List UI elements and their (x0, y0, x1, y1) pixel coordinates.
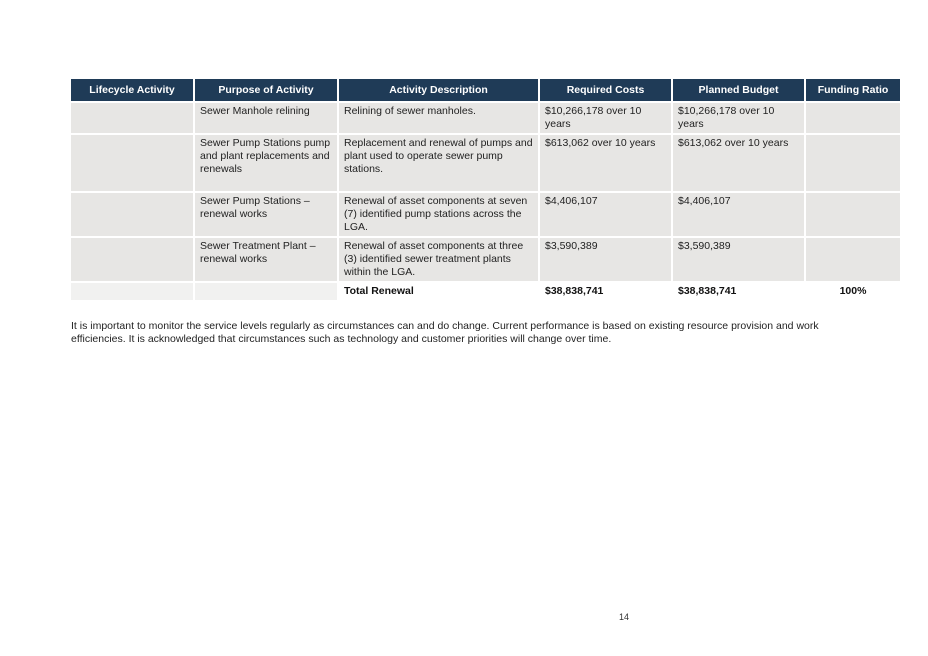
total-planned-budget: $38,838,741 (673, 283, 804, 300)
table-row (71, 193, 900, 236)
total-blank-cell (195, 283, 337, 300)
cell-planned-budget: $10,266,178 over 10 years (673, 103, 804, 133)
header-planned-budget: Planned Budget (673, 79, 804, 101)
cell-funding-ratio (806, 193, 900, 236)
renewal-cost-table (69, 77, 902, 302)
table-header-row (71, 79, 900, 101)
cell-required-costs: $613,062 over 10 years (540, 135, 671, 191)
total-funding-ratio: 100% (806, 283, 900, 300)
total-label: Total Renewal (339, 283, 538, 300)
header-lifecycle-activity: Lifecycle Activity (71, 79, 193, 101)
page-number: 14 (618, 612, 629, 622)
total-row (71, 283, 900, 300)
cell-description: Relining of sewer manholes. (339, 103, 538, 133)
total-required-costs: $38,838,741 (540, 283, 671, 300)
cell-required-costs: $3,590,389 (540, 238, 671, 281)
cell-purpose: Sewer Manhole relining (195, 103, 337, 133)
header-funding-ratio: Funding Ratio (806, 79, 900, 101)
header-required-costs: Required Costs (540, 79, 671, 101)
service-level-note: It is important to monitor the service levels regularly as circumstances can and do change. Current performance is based on existing resource provision and work efficiencies. It is acknowledged that circumstances such as technology and customer priorities will change over time. (71, 319, 819, 345)
cell-funding-ratio (806, 135, 900, 191)
table-row (71, 103, 900, 133)
cell-lifecycle (71, 135, 193, 191)
cell-purpose: Sewer Pump Stations – renewal works (195, 193, 337, 236)
table-row (71, 135, 900, 191)
cell-purpose: Sewer Pump Stations pump and plant replacements and renewals (195, 135, 337, 191)
header-purpose-of-activity: Purpose of Activity (195, 79, 337, 101)
cell-planned-budget: $4,406,107 (673, 193, 804, 236)
cell-funding-ratio (806, 238, 900, 281)
cell-description: Renewal of asset components at three (3) identified sewer treatment plants within the LGA. (339, 238, 538, 281)
cell-lifecycle (71, 103, 193, 133)
cell-required-costs: $10,266,178 over 10 years (540, 103, 671, 133)
cell-planned-budget: $3,590,389 (673, 238, 804, 281)
cell-required-costs: $4,406,107 (540, 193, 671, 236)
cell-funding-ratio (806, 103, 900, 133)
cell-planned-budget: $613,062 over 10 years (673, 135, 804, 191)
cell-lifecycle (71, 238, 193, 281)
header-activity-description: Activity Description (339, 79, 538, 101)
total-blank-cell (71, 283, 193, 300)
cell-purpose: Sewer Treatment Plant – renewal works (195, 238, 337, 281)
cell-description: Replacement and renewal of pumps and plant used to operate sewer pump stations. (339, 135, 538, 191)
cell-description: Renewal of asset components at seven (7) identified pump stations across the LGA. (339, 193, 538, 236)
table-row (71, 238, 900, 281)
cell-lifecycle (71, 193, 193, 236)
